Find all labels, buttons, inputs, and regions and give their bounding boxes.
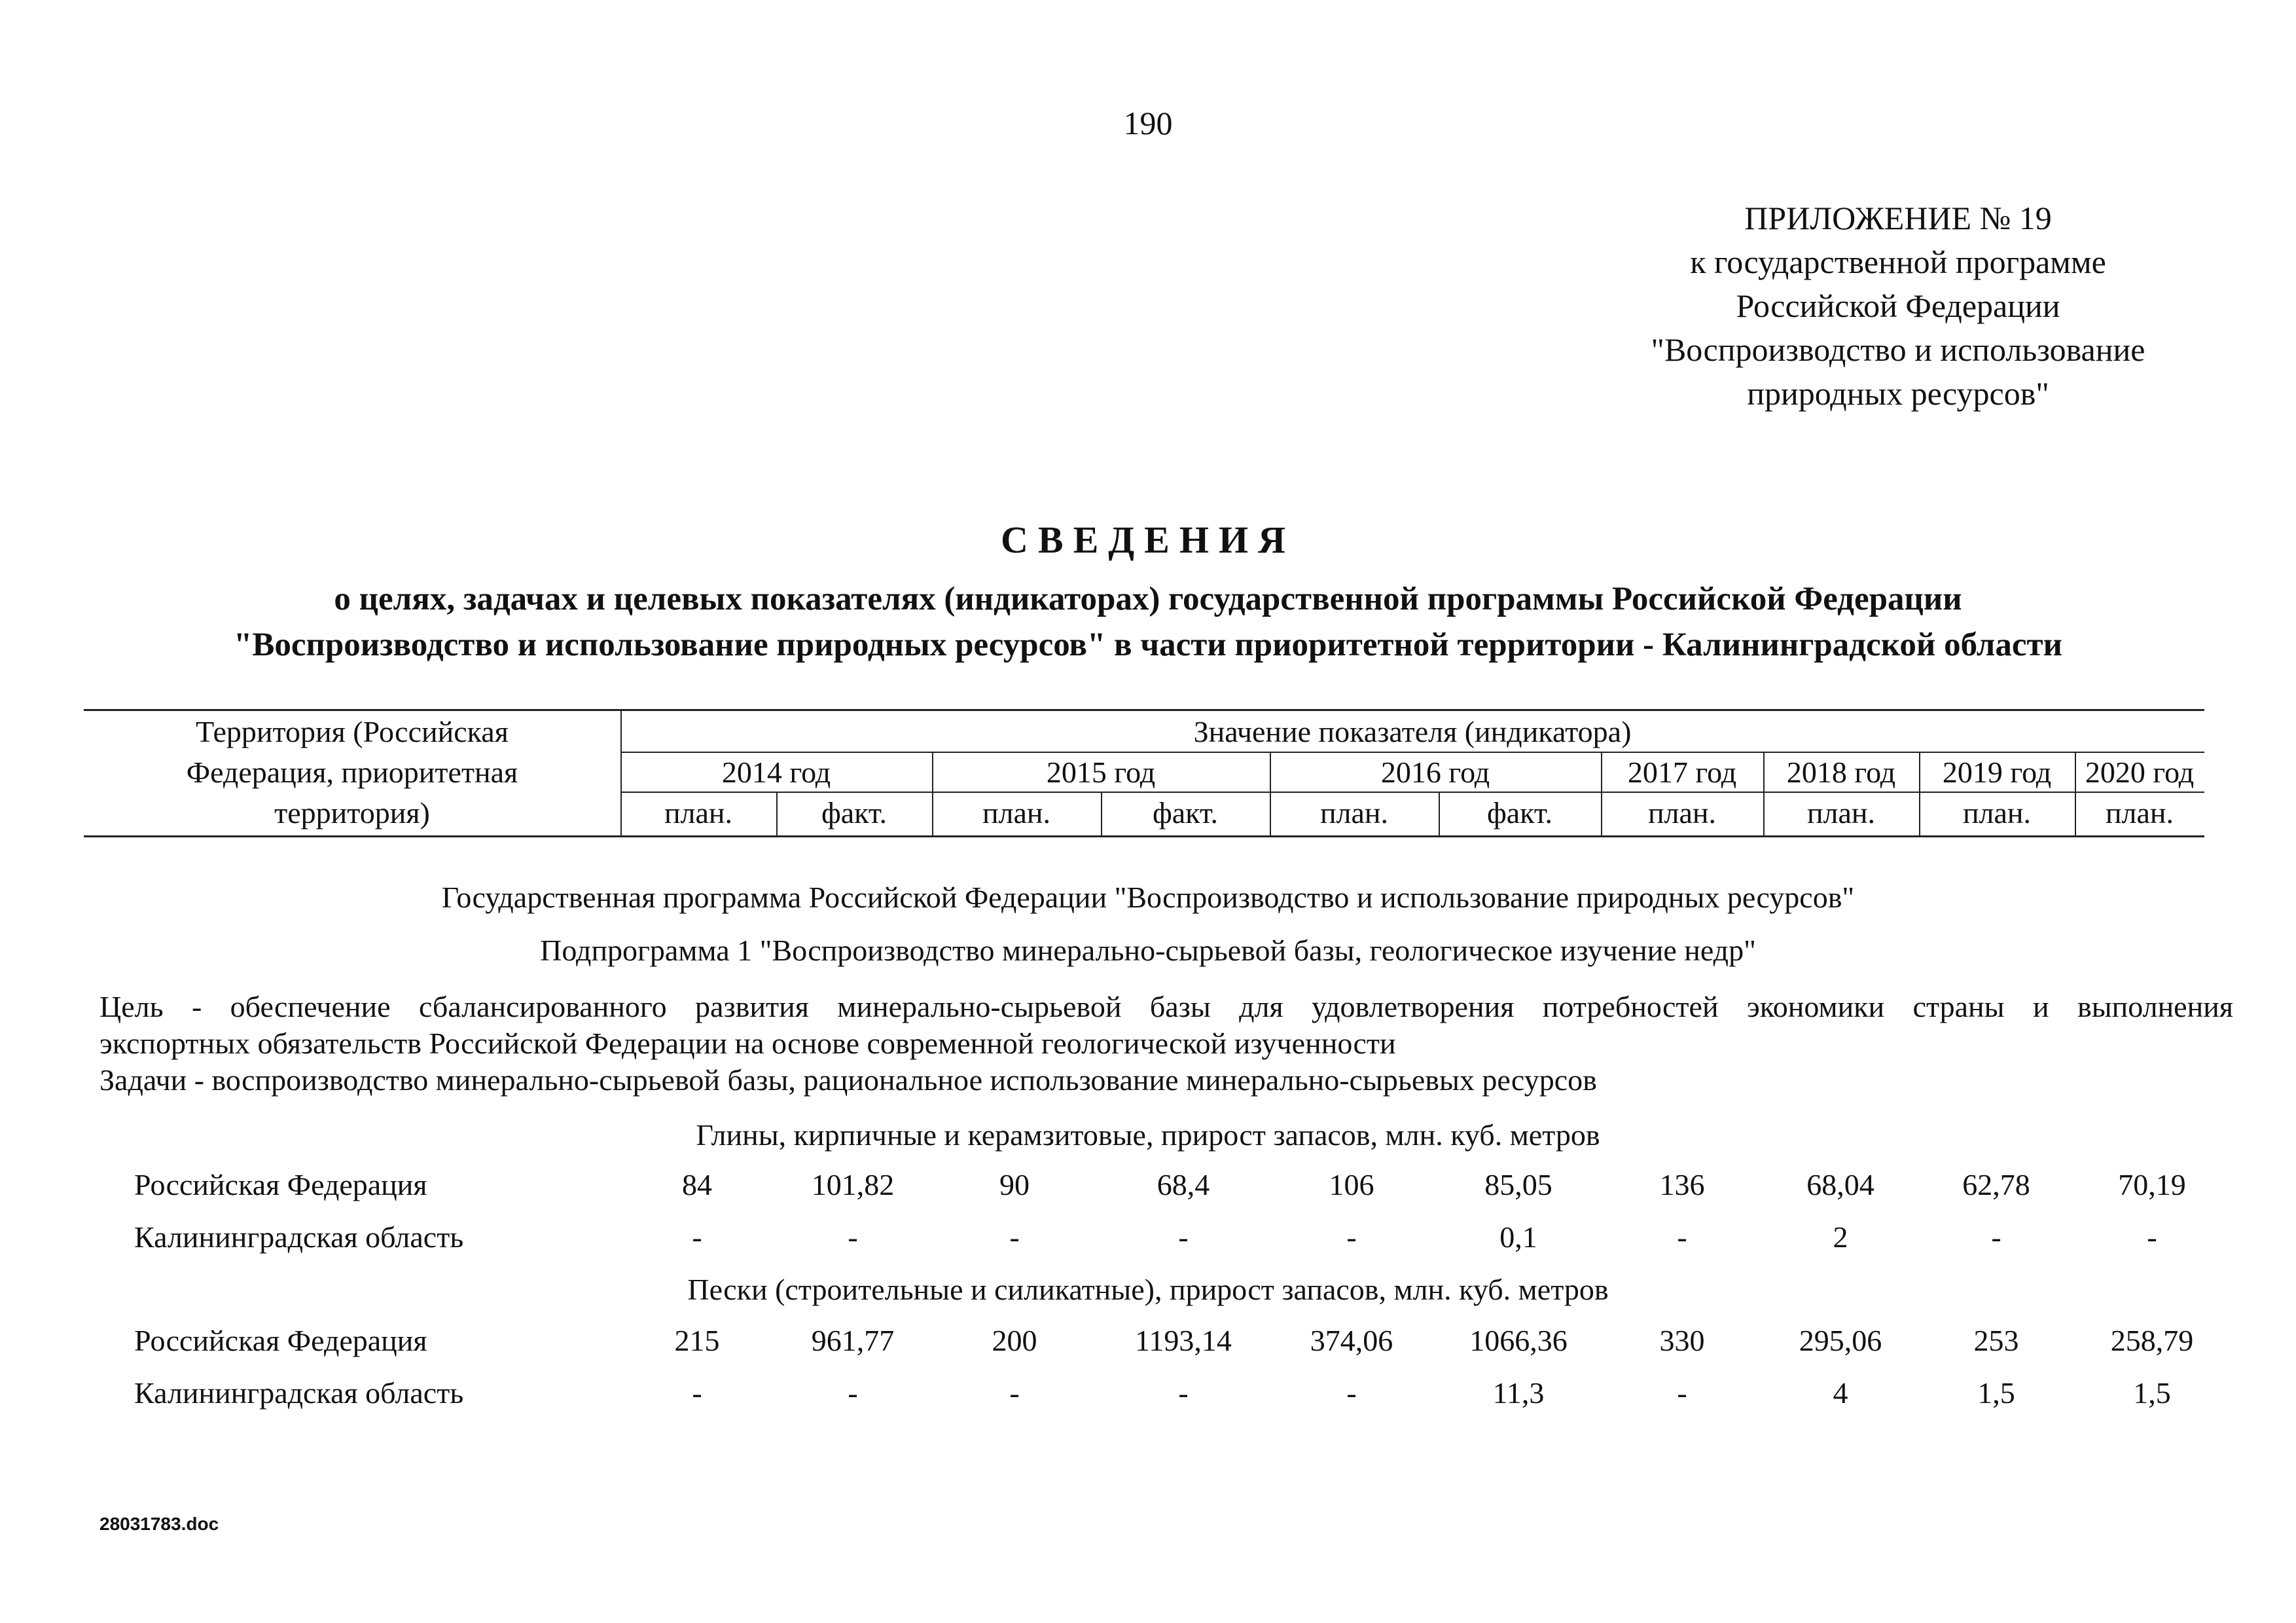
- year-header-2015: 2015 год: [1046, 756, 1156, 789]
- year-header-2017: 2017 год: [1627, 756, 1737, 789]
- plan-header: план.: [1806, 796, 1876, 830]
- cell-value: -: [848, 1220, 858, 1254]
- cell-value: 2: [1833, 1220, 1848, 1254]
- page-number: 190: [1123, 105, 1173, 141]
- cell-value: -: [1178, 1220, 1189, 1254]
- cell-value: 11,3: [1492, 1376, 1545, 1410]
- plan-header: план.: [982, 796, 1051, 830]
- cell-value: 1193,14: [1135, 1324, 1232, 1357]
- cell-value: 4: [1833, 1376, 1848, 1410]
- footer-filename: 28031783.doc: [99, 1514, 219, 1534]
- cell-value: -: [1009, 1220, 1020, 1254]
- plan-header: план.: [664, 796, 733, 830]
- cell-value: 106: [1329, 1168, 1374, 1201]
- document-subtitle: [65, 576, 2231, 668]
- appendix-line: природных ресурсов": [1747, 375, 2049, 412]
- cell-value: 961,77: [811, 1324, 895, 1357]
- cell-value: 62,78: [1962, 1168, 2030, 1201]
- year-header-2018: 2018 год: [1786, 756, 1896, 789]
- cell-value: -: [1009, 1376, 1020, 1410]
- row-label: Калининградская область: [134, 1376, 464, 1410]
- cell-value: 200: [992, 1324, 1037, 1357]
- territory-header-line: Территория (Российская: [196, 715, 509, 748]
- table-header: [84, 709, 2204, 837]
- indicator-title: Глины, кирпичные и керамзитовые, прирост запасов, млн. куб. метров: [696, 1118, 1600, 1152]
- fact-header: факт.: [1486, 796, 1553, 830]
- cell-value: 1,5: [1977, 1376, 2015, 1410]
- plan-header: план.: [1962, 796, 2032, 830]
- cell-value: 90: [999, 1168, 1030, 1201]
- cell-value: -: [2147, 1220, 2157, 1254]
- year-header-2020: 2020 год: [2085, 756, 2195, 789]
- cell-value: 68,4: [1157, 1168, 1210, 1201]
- cell-value: -: [1178, 1376, 1189, 1410]
- cell-value: 136: [1659, 1168, 1705, 1201]
- territory-header-line: Федерация, приоритетная: [186, 756, 518, 789]
- cell-value: 295,06: [1799, 1324, 1882, 1357]
- appendix-line: Российской Федерации: [1736, 287, 2060, 324]
- table-row: [0, 1165, 2296, 1205]
- cell-value: 253: [1973, 1324, 2019, 1357]
- cell-value: 84: [682, 1168, 712, 1201]
- indicator-title: Пески (строительные и силикатные), прирост запасов, млн. куб. метров: [687, 1273, 1609, 1306]
- row-label: Российская Федерация: [134, 1324, 427, 1357]
- indicator-value-header: Значение показателя (индикатора): [1193, 715, 1632, 748]
- cell-value: 85,05: [1484, 1168, 1552, 1201]
- program-title: Государственная программа Российской Федерации "Воспроизводство и использование природных ресурсов": [441, 881, 1855, 914]
- cell-value: -: [1677, 1220, 1687, 1254]
- cell-value: 101,82: [811, 1168, 895, 1201]
- appendix-line: к государственной программе: [1690, 244, 2106, 280]
- plan-header: план.: [1319, 796, 1389, 830]
- table-row: [0, 1321, 2296, 1360]
- cell-value: 215: [674, 1324, 720, 1357]
- cell-value: 330: [1659, 1324, 1705, 1357]
- plan-header: план.: [2105, 796, 2174, 830]
- goal-line: Цель - обеспечение сбалансированного развития минерально-сырьевой базы для удовлетворения потребностей экономики страны и выполнения: [99, 990, 2233, 1023]
- subtitle-line: о целях, задачах и целевых показателях (индикаторах) государственной программы Российской Федерации: [334, 581, 1962, 617]
- tasks-line: Задачи - воспроизводство минерально-сырьевой базы, рациональное использование минерально-сырьевых ресурсов: [99, 1063, 1597, 1097]
- plan-header: план.: [1647, 796, 1717, 830]
- appendix-line: "Воспроизводство и использование: [1651, 331, 2145, 368]
- territory-header-line: территория): [274, 796, 430, 830]
- cell-value: -: [1346, 1376, 1357, 1410]
- cell-value: 1,5: [2133, 1376, 2171, 1410]
- cell-value: -: [1677, 1376, 1687, 1410]
- cell-value: -: [1991, 1220, 2001, 1254]
- cell-value: 0,1: [1499, 1220, 1537, 1254]
- fact-header: факт.: [821, 796, 888, 830]
- cell-value: -: [692, 1220, 702, 1254]
- year-header-2014: 2014 год: [721, 756, 831, 789]
- row-label: Калининградская область: [134, 1220, 464, 1254]
- table-row: [0, 1218, 2296, 1257]
- year-header-2019: 2019 год: [1942, 756, 2052, 789]
- table-row: [0, 1374, 2296, 1413]
- goal-paragraph: [99, 989, 2233, 1099]
- fact-header: факт.: [1152, 796, 1219, 830]
- document-title: СВЕДЕНИЯ: [1001, 519, 1295, 561]
- appendix-line: ПРИЛОЖЕНИЕ № 19: [1744, 200, 2052, 236]
- goal-line: экспортных обязательств Российской Федерации на основе современной геологической изученности: [99, 1027, 1396, 1060]
- cell-value: -: [692, 1376, 702, 1410]
- subtitle-line: "Воспроизводство и использование природных ресурсов" в части приоритетной территории - Калининградской области: [234, 627, 2062, 663]
- cell-value: 1066,36: [1469, 1324, 1568, 1357]
- cell-value: -: [1346, 1220, 1357, 1254]
- cell-value: 68,04: [1806, 1168, 1874, 1201]
- subprogram-title: Подпрограмма 1 "Воспроизводство минерально-сырьевой базы, геологическое изучение недр": [540, 934, 1756, 967]
- year-header-2016: 2016 год: [1380, 756, 1490, 789]
- cell-value: 374,06: [1310, 1324, 1393, 1357]
- cell-value: -: [848, 1376, 858, 1410]
- cell-value: 70,19: [2118, 1168, 2186, 1201]
- appendix-block: [1558, 196, 2238, 416]
- row-label: Российская Федерация: [134, 1168, 427, 1201]
- cell-value: 258,79: [2110, 1324, 2194, 1357]
